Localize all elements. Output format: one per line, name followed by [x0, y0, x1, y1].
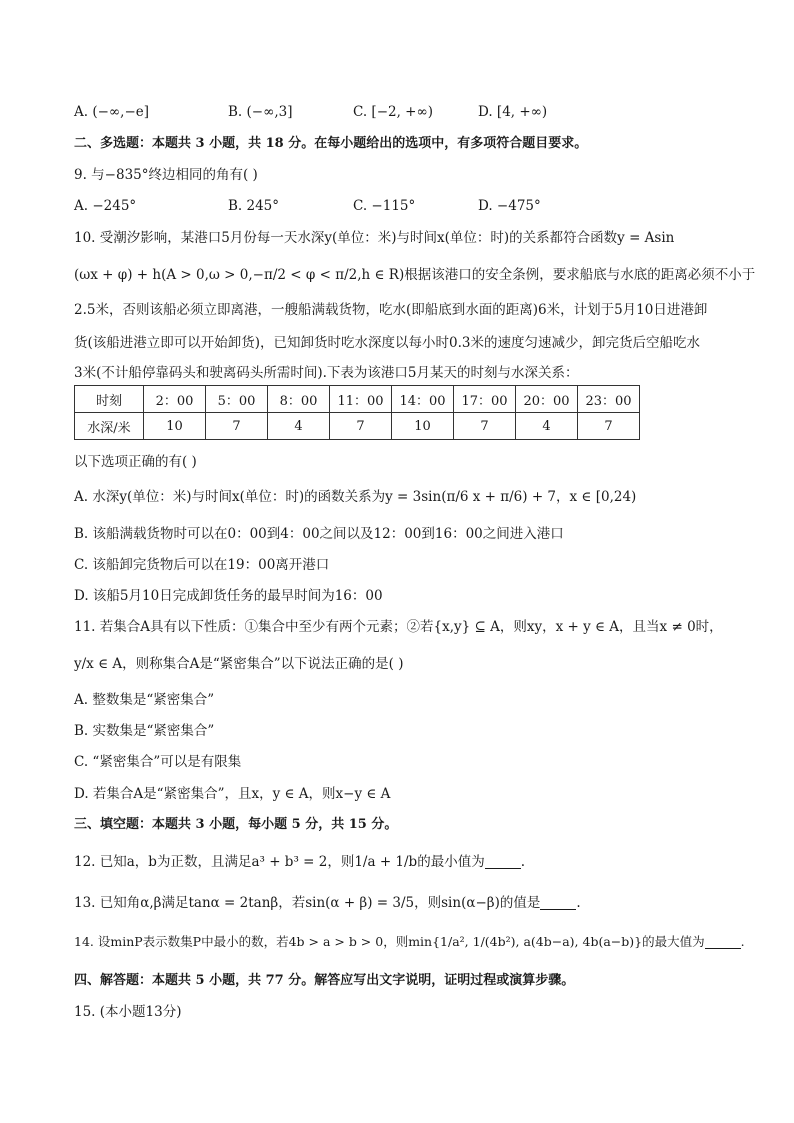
- tide-table-depth-row: [75, 413, 640, 440]
- q13-period: .: [576, 895, 581, 911]
- q11-stem-line-1: 11. 若集合A具有以下性质：①集合中至少有两个元素；②若{x,y} ⊆ A，则xy，x + y ∈ A，且当x ≠ 0时，: [74, 619, 723, 635]
- depth-cell: 4: [268, 413, 330, 440]
- tide-table: [74, 385, 640, 440]
- q12: [74, 852, 525, 872]
- q10-stem-line-1: 10. 受潮汐影响，某港口5月份每一天水深y(单位：米)与时间x(单位：时)的关系都符合函数y = Asin: [74, 230, 675, 246]
- time-cell: 8：00: [268, 386, 330, 413]
- q9-option-b: B. 245°: [228, 198, 280, 214]
- time-row-label: 时刻: [75, 386, 144, 413]
- section-2-header: 二、多选题：本题共 3 小题，共 18 分。在每小题给出的选项中，有多项符合题目要求。: [74, 136, 588, 151]
- q11-stem-line-2: y/x ∈ A，则称集合A是“紧密集合”以下说法正确的是( ): [74, 656, 404, 672]
- q14-answer-blank[interactable]: [705, 934, 741, 949]
- time-cell: 2：00: [144, 386, 206, 413]
- q14-period: .: [740, 934, 745, 949]
- q12-text: 12. 已知a，b为正数，且满足a³ + b³ = 2，则1/a + 1/b的最小值为: [74, 854, 485, 870]
- depth-cell: 7: [578, 413, 640, 440]
- q10-stem-line-2: (ωx + φ) + h(A > 0,ω > 0,−π/2 < φ < π/2,h ∈ R)根据该港口的安全条例，要求船底与水底的距离必须不小于: [74, 267, 756, 283]
- q11-option-a: A. 整数集是“紧密集合”: [74, 692, 215, 708]
- q10-option-d: D. 该船5月10日完成卸货任务的最早时间为16：00: [74, 588, 383, 604]
- time-cell: 5：00: [206, 386, 268, 413]
- q10-stem-line-4: 货(该船进港立即可以开始卸货)，已知卸货时吃水深度以每小时0.3米的速度匀速减少，卸完货后空船吃水: [74, 335, 701, 351]
- time-cell: 11：00: [330, 386, 392, 413]
- q10-option-a: A. 水深y(单位：米)与时间x(单位：时)的函数关系为y = 3sin(π/6 x + π/6) + 7，x ∈ [0,24): [74, 489, 637, 505]
- q14-text: 14. 设minP表示数集P中最小的数，若4b > a > b > 0，则min{1/a², 1/(4b²), a(4b−a), 4b(a−b)}的最大值为: [74, 934, 705, 949]
- time-cell: 20：00: [516, 386, 578, 413]
- q15-header: 15. (本小题13分): [74, 1004, 182, 1020]
- time-cell: 23：00: [578, 386, 640, 413]
- q11-option-b: B. 实数集是“紧密集合”: [74, 723, 215, 739]
- depth-cell: 4: [516, 413, 578, 440]
- q13-text: 13. 已知角α,β满足tanα = 2tanβ，若sin(α + β) = 3/5，则sin(α−β)的值是: [74, 895, 541, 911]
- q10-option-b: B. 该船满载货物时可以在0：00到4：00之间以及12：00到16：00之间进入港口: [74, 526, 564, 542]
- q11-option-d: D. 若集合A是“紧密集合”，且x，y ∈ A，则x−y ∈ A: [74, 786, 391, 802]
- q9-option-d: D. −475°: [478, 198, 541, 214]
- tide-table-time-row: [75, 386, 640, 413]
- time-cell: 17：00: [454, 386, 516, 413]
- q13: [74, 893, 581, 913]
- q8-option-b: B. (−∞,3]: [228, 104, 293, 120]
- depth-cell: 7: [206, 413, 268, 440]
- q8-option-d: D. [4, +∞): [478, 104, 548, 120]
- section-3-header: 三、填空题：本题共 3 小题，每小题 5 分，共 15 分。: [74, 817, 398, 832]
- q10-stem-line-3: 2.5米，否则该船必须立即离港，一艘船满载货物，吃水(即船底到水面的距离)6米，计划于5月10日进港卸: [74, 302, 708, 318]
- q10-stem-line-5: 3米(不计船停靠码头和驶离码头所需时间).下表为该港口5月某天的时刻与水深关系：: [74, 365, 579, 381]
- q8-option-a: A. (−∞,−e]: [74, 104, 150, 120]
- depth-cell: 7: [330, 413, 392, 440]
- depth-cell: 10: [144, 413, 206, 440]
- time-cell: 14：00: [392, 386, 454, 413]
- q12-answer-blank[interactable]: [485, 854, 521, 869]
- q14: [74, 932, 745, 952]
- depth-row-label: 水深/米: [75, 413, 144, 440]
- q8-option-c: C. [−2, +∞): [353, 104, 434, 120]
- q12-period: .: [520, 854, 525, 870]
- depth-cell: 7: [454, 413, 516, 440]
- q9-option-c: C. −115°: [353, 198, 416, 214]
- q11-option-c: C. “紧密集合”可以是有限集: [74, 754, 242, 770]
- section-4-header: 四、解答题：本题共 5 小题，共 77 分。解答应写出文字说明，证明过程或演算步骤。: [74, 973, 575, 988]
- q13-answer-blank[interactable]: [540, 895, 576, 910]
- q9-option-a: A. −245°: [74, 198, 137, 214]
- q9-stem: 9. 与−835°终边相同的角有( ): [74, 167, 258, 183]
- q10-option-c: C. 该船卸完货物后可以在19：00离开港口: [74, 557, 330, 573]
- depth-cell: 10: [392, 413, 454, 440]
- q10-prompt: 以下选项正确的有( ): [74, 454, 197, 470]
